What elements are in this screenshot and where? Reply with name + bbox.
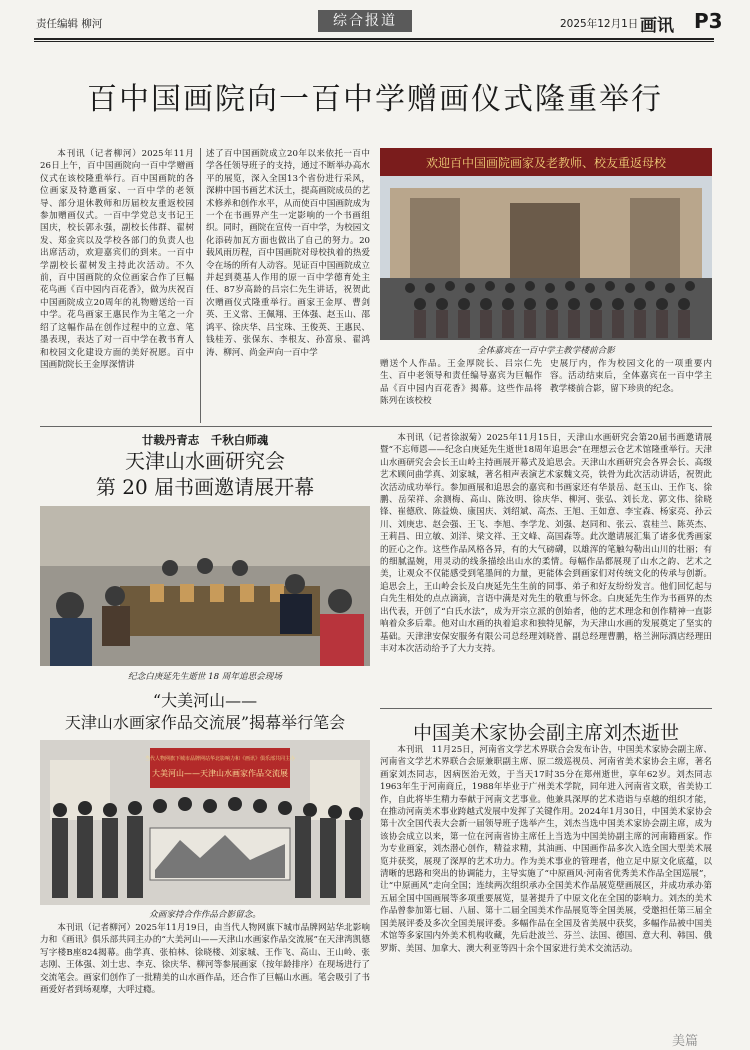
header-rule-thin [34,41,714,42]
shanshui-body-text: 本刊讯（记者徐淑菊）2025年11月15日，天津山水画研究会第20届书画邀请展暨“不忘师恩——纪念白庚延先生逝世18周年追思会”在理想云仓艺术馆隆重举行。天津山水画研究会会长王山岭主持画展开幕式及追思会。天津山水画研究会各界会长、高级艺术顾问曲学真、刘家城，著名相声表演艺术家魏文亮，铁骨为此次活动讲话，祝贺此次活动成功举行。参加画展和追思会的嘉宾和书画家还有华景岳、赵玉山、王作飞、徐鹏、岳荣祥、余测梅、高山、陈汝明、徐庆华、柳河、张弘、刘长龙、郭文伟、徐晓锋、崔德欣、陈益焕、康国庆、刘绍斌、高杰、王旭、王如意、李宝森、杨家亮、孙云川、刘庚忠、赵会强、王飞、李旭、李学龙、刘强、赵同和、张云、袁桂兰、陈英杰、王莉昌、田立敏、刘洋、梁文祥、王文峰、高国森等。此次邀请展汇集了诸多优秀画家的匠心之作。这些作品风格各异，有的大气磅礴，以雄浑的笔触勾勒出山川的壮丽；有的细腻温婉，用灵动的线条描绘出山水的柔情。每幅作品都展现了山水之韵、艺术之美，让观众不仅能感受到笔墨间的力量，更能体会到画家们对传统文化的传承与创新。追思会上，王山岭会长及白庚延先生生前的同事、弟子和好友纷纷发言。他们回忆起与白先生相处的点点滴滴，言语中满是对先生的敬重与怀念。白庚延先生作为书画界的杰出代表，开创了“白氏水法”，成为开宗立派的创始者，他的艺术理念和创作精神一直影响着众多后辈。他对山水画的执着追求和独特见解，为天津山水画的发展奠定了坚实的基础。天津津安保安服务有限公司总经理刘晓普、副总经理曹鹏，格兰洲际酒店经理田丰对本次活动给予了大力支持。 [380,433,712,654]
exhibition-photo-caption: 众画家持合作作品合影留念。 [149,910,261,920]
exhibition-group-photo [40,740,370,905]
lead-after-photo-right-text: 史展厅内，作为校园文化的一项重要内容。活动结束后，全体嘉宾在一百中学主教学楼前合影，留下珍贵的纪念。 [550,359,712,394]
lead-after-photo-right [550,358,712,422]
header-rule [34,38,714,40]
exhibition-title-line1: “大美河山—— [152,691,258,710]
shanshui-title-line1: 天津山水画研究会 [125,449,285,473]
publication-name: 画讯 [640,16,674,36]
obituary-body [380,744,712,1042]
obituary-divider [380,708,712,709]
section-divider [40,426,712,427]
exhibition-title-line2: 天津山水画家作品交流展”揭幕举行笔会 [64,713,346,732]
editor-credit: 责任编辑 柳河 [36,18,103,30]
shanshui-kicker: 廿载丹青志 千秋白师魂 [141,433,269,447]
exhibition-body-text: 本刊讯（记者柳河）2025年11月19日，由当代人物网旗下城市品牌网站华北影响力和《画讯》俱乐部共同主办的“大美河山——天津山水画家作品交流展”在天津湾凯德写字楼B座824揭幕。曲学真、张柏林、徐晓楼、刘家城、王作飞、高山、王山岭、张志刚、王体强、刘士忠、李克、徐庆华、柳河等参展画家（按年龄排序）在现场进行了交流笔会。画家们创作了一批精美的山水画作品，还合作了巨幅山水画。笔会吸引了书画爱好者到场观摩，大呼过瘾。 [40,923,370,996]
lead-photo-caption: 全体嘉宾在一百中学主教学楼前合影 [477,346,615,356]
watermark: 美篇 [672,1034,699,1049]
exhibition-banner-main: 大美河山——天津山水画家作品交流展 [152,769,288,778]
shanshui-title-line2: 第 20 届书画邀请展开幕 [95,475,315,499]
issue-date: 2025年12月1日 [560,18,639,30]
exhibition-body [40,922,370,1042]
memorial-photo [40,506,370,666]
obituary-title: 中国美术家协会副主席刘杰逝世 [412,722,679,744]
section-badge: 综合报道 [318,10,412,32]
page-number: P3 [694,9,723,33]
shanshui-body [380,432,712,700]
lead-headline: 百中国画院向一百中学赠画仪式隆重举行 [87,82,663,117]
group-photo-school-image [380,148,712,340]
photo-banner-text: 欢迎百中国画院画家及老教师、校友重返母校 [425,156,667,170]
lead-column-2 [206,148,370,423]
lead-after-photo-left [380,358,542,422]
lead-column-2-text: 述了百中国画院成立20年以来依托一百中学各任领导班子的支持，通过不断举办高水平的展览，深入全国13个省份进行采风，深耕中国书画艺术沃土，提高画院成员的艺术修养和创作水平，从而使百中国画院成为一个在书画界产生一定影响的一个书画组织。同时，画院在宣传一百中学，为校园文化添砖加瓦方面也做出了自己的努力。20载风雨历程，百中国画院对母校执着的热爱令在场的所有人动容。见证百中国画院成立并起到奠基人作用的原一百中学德育处主任、87岁高龄的吕宗仁先生讲话，祝贺此次赠画仪式隆重举行。画家王金厚、曹剑英、王义常、王佩翔、王体强、赵玉山、邵鸿平、徐庆华、吕宝珠、王俊英、王惠民、钱桂芳、张保东、李根友、孙富泉、翟鸿涛、柳河、尚金声向一百中学 [206,149,370,358]
lead-column-1-text: 本刊讯（记者柳河）2025年11月26日上午，百中国画院向一百中学赠画仪式在该校隆重举行。百中国画院的各位画家及特邀画家、一百中学的老领导、部分退休教师和历届校友重返校园参加赠画仪式。一百中学党总支书记王国庆，校长郭永强，副校长伟群、翟树发、郑金宾以及学校各部门的负责人也出席活动，欢迎嘉宾们的到来。一百中学副校长翟树发主持此次活动。不久前，百中国画院的众位画家合作了巨幅花鸟画《百中园内百花香》，做为庆祝百中国画院成立20周年的礼物赠送给一百中学。花鸟画家王惠民作为主笔之一介绍了这幅作品在创作过程中的立意、笔墨表现，表达了对一百中学在教书育人和校园文化建设方面的美好祝愿。百中国画院院长王金厚深情讲 [40,149,194,370]
memorial-photo-image [40,506,370,666]
column-divider [200,148,201,423]
group-photo-school [380,148,712,340]
obituary-body-text: 本刊讯 11月25日，河南省文学艺术界联合会发布讣告，中国美术家协会副主席、河南省文学艺术界联合会原兼职副主席、原二级巡视员、河南省美术家协会主席，著名画家刘杰同志，因病医治无效，于当天17时35分在郑州逝世，享年62岁。刘杰同志1963年生于河南商丘，1988年毕业于广州美术学院，同年进入河南省文联，省美协工作，自此将毕生精力奉献于河南文艺事业。他兼具深厚的艺术造诣与卓越的组织才能，在推动河南美术事业跨越式发展中发挥了关键作用。2024年1月30日，中国美术家协会第十次全国代表大会新一届领导班子选举产生，刘杰当选中国美术家协会副主席，成为该协会成立以来，第一位在河南省协主席任上当选为中国美协副主席的河南籍画家。作为专业画家，刘杰潜心创作，精益求精，其油画、中国画作品多次入选全国大型美术展览并获奖，展现了深厚的艺术功力。作为美术事业的管理者，他立足中原文化底蕴，以清晰的思路和突出的协调能力，主导实施了“中原画风·河南省优秀美术作品全国巡展”，让“中原画风”走向全国；连续两次组织承办全国美术作品展览壁画展区，并成功承办第五届全国中国画展等多项重要展览，显著提升了中原文化在全国的影响力。刘杰的美术作品曾参加第七届、八届、第十二届全国美术作品展览等全国美展，受邀担任第三届全国美展评委及多次全国美展评委。多幅作品在全国及省美展中获奖，多幅作品被中国美术馆等多家国内外美术机构收藏，先后赴波兰、芬兰、法国、德国、意大利、韩国、俄罗斯、美国、加拿大、澳大利亚等四十余个国家进行美术交流活动。 [380,745,712,954]
memorial-photo-caption: 纪念白庚延先生逝世 18 周年追思会现场 [128,672,282,682]
lead-after-photo-left-text: 赠送个人作品。王金厚院长、吕宗仁先生、百中老领导和责任编导嘉宾为巨幅作品《百中园内百花香》揭幕。这些作品将陈列在该校校 [380,359,542,407]
lead-column-1 [40,148,194,423]
exhibition-banner-top: 当代人物网旗下城市品牌网站华北影响力和《画讯》俱乐部共同主办 [144,756,296,762]
exhibition-group-photo-image [40,740,370,905]
